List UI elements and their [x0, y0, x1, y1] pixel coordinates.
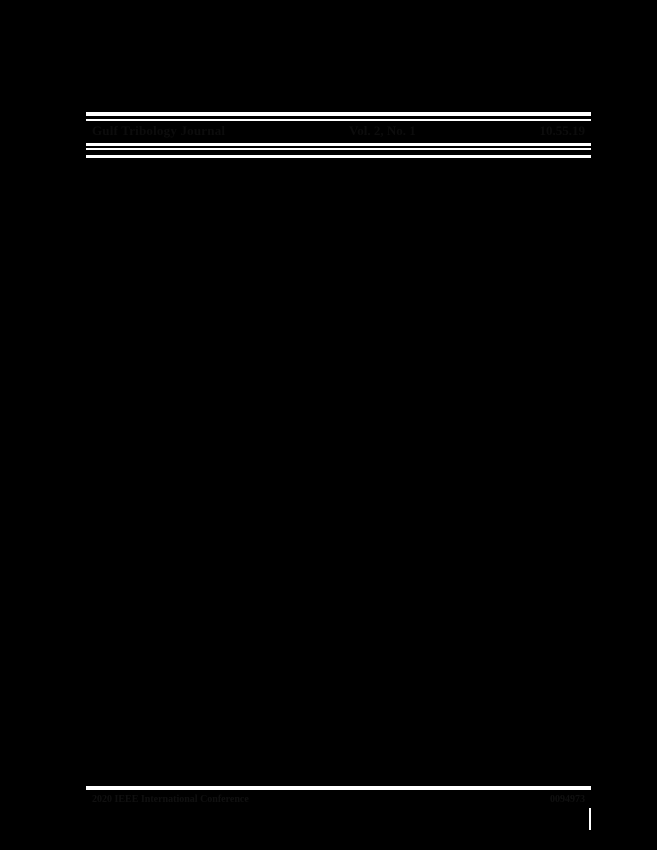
running-head-right: 10.55.19 [539, 123, 585, 138]
header-rule-bottom [86, 155, 591, 158]
footer-line [86, 790, 591, 810]
body-text-column [86, 178, 591, 778]
footer-edge-mark [589, 808, 591, 830]
running-head [86, 121, 591, 143]
running-head-left: Gulf Tribology Journal [92, 123, 226, 138]
footer-left-text: 2020 IEEE International Conference [92, 794, 249, 805]
footer-right-text: 0094973 [550, 794, 585, 805]
page-header [86, 112, 591, 158]
running-head-center: Vol. 2, No. 1 [349, 123, 416, 138]
page-footer [86, 786, 591, 810]
